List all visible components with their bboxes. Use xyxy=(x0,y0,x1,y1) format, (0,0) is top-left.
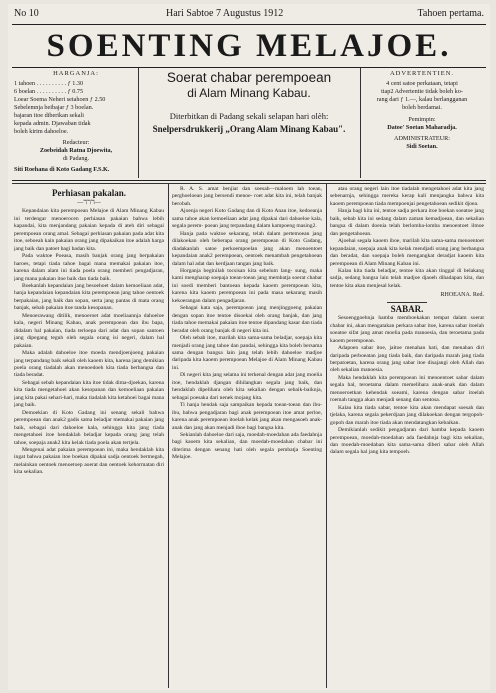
column-divider-2 xyxy=(326,184,327,688)
paragraph: Ti hanja hendak saja sampaikan kepada toean-toean dan ibu-ibu, bahwa pengadjaran bagi anak perempoean itoe amat perloe, karena anak perempoean itoelah kelak jang akan mengasoeh anak-anak dan jang akan menjadi iboe bagi bangsa kita. xyxy=(172,402,322,431)
top-line xyxy=(14,8,484,22)
subtitle-region: di Alam Minang Kabau. xyxy=(187,86,311,100)
subtitle: Soerat chabar perempoean xyxy=(166,70,332,85)
paragraph: Pada waktoe Poeasa, masih banjak orang jang berpakaian haroes, tetapi tiada tahoe bagai mana memakai pakaian itoe, karena dalam alam ini tiada poela orang memberi pengadjaran, jang mana pakaian itoe baik dan tiada baik. xyxy=(14,253,164,282)
paragraph: Maka hendaklah kita perempoean ini menoentoet sabar dalam segala hal, teroetama dalam memelihara anak-anak dan dalam menoeroetkan kehendak soeami, karena dengan sabar itoelah roemah tangga akan menjadi senang dan sentosa. xyxy=(330,374,484,404)
section-separator xyxy=(387,302,427,303)
sabar-title: SABAR. xyxy=(390,303,424,314)
paragraph: Mengenai adat pakaian perempoean ini, maka hendaklah kita ingat bahwa pakaian itoe boekan dipakai sadja oentoek bermegah, melainkan oentoek menoetoep aoerat dan oentoek kehormatan diri kita sekalian. xyxy=(14,446,164,476)
paragraph: Ajoenja negeri Koto Gadang dan di Koto Anau itoe, kedoeanja sama tahoe akan kemoeliaan adat jang dipakai dari dahoeloe kala, segala perem- poean jang terpandang dalam kampoeng masing2. xyxy=(172,208,322,230)
ad-line: tiap2 Advertentie tidak boleh ko- xyxy=(381,88,463,95)
paragraph: Demoekian di Koto Gadang ini senang sekali bahwa perempoean dan anak2 gadis sama beladjar memakai pakaian jang baik, sebagai dari dahoeloe kala, sehingga kita jang tiada mengetahoei itoe hendaklah beladjar kepada orang jang telah tahoe, soepaja anak2 kita kelak tiada poela akan tertjela. xyxy=(14,409,164,446)
editor-name: Siti Roehana di Koto Gadang F.S.K. xyxy=(14,166,110,173)
paragraph: Sekianlah dahoeloe dari saja, moedah-moedahan ada faedahnja bagi kaoem kita sekalian, dan moedah-moedahan chabar ini diterima dengan senang hati oleh segala pembatja Soenting Melajoe. xyxy=(172,431,322,461)
redaction-city: di Padang. xyxy=(62,155,90,162)
ad-line: 4 cent satoe perkataan, tetapi xyxy=(386,80,458,87)
masthead-title: SOENTING MELAJOE. xyxy=(46,28,452,64)
leader-label: Pemimpin: xyxy=(408,116,436,123)
paragraph: Sesoenggoehnja hamba memboekakan tempat dalam soerat chabar ini, akan mengatakan perkara sabar itoe, karena sabar itoelah soeatoe sifat jang amat moelia pada manoesia, dan teroetama pada kaoem perempoean. xyxy=(330,315,484,344)
ad-line: boleh berdamai. xyxy=(402,104,442,111)
paragraph: Demikianlah sedikit pengadjaran dari hamba kepada kaoem perempoean, moedah-moedahan ada faedahnja bagi kita sekalian, dan moedah-moedahan kita sama-sama diberi sabar oleh Allah dalam segala hal jang kita tempoeh. xyxy=(330,427,484,456)
column-1 xyxy=(14,186,164,686)
paragraph: Menoerawang ditilik, menoeroet adat moeliaannja dahoeloe kala, negeri Minang Kabau, anak perempoean dan ibu bapa, didalam hal pakaian, tiada terloepa dari adat dan sopan santoen jang dipegang teguh oleh segala orang isi negeri, dalam hal pakaian. xyxy=(14,312,164,349)
printer-name: Snelpersdrukkerij „Orang Alam Minang Kabau". xyxy=(152,124,346,134)
price-line: boleh kirim dahoeloe. xyxy=(14,128,69,135)
admin-name: Sidi Soetan. xyxy=(406,143,438,150)
column-3 xyxy=(330,186,484,686)
paragraph: Kalau kita tiada beladjar, tentoe kita akan tinggal di belakang sadja, sedang bangsa lain telah madjoe djaoeh dihadapan kita, dan tentoe kita akan menjesal kelak. xyxy=(330,267,484,289)
leader-name: Datoe' Soetan Maharadja. xyxy=(387,124,457,131)
top-rule xyxy=(12,24,486,25)
price-heading: HARGANJA: xyxy=(53,70,99,77)
article-ornament: —ℸℸℸ— xyxy=(77,200,101,206)
paragraph: Sebagai sebab kepandaian kita itoe tidak dima-djoekan, karena kita tiada mengetahoei akan kesopanan dan kemoeliaan pakaian jang kita pakai sehari-hari, maka tiadalah kita ketahoei bagai mana jang baik. xyxy=(14,379,164,409)
paragraph: Kalau kita tiada sabar, tentoe kita akan mendapat soesah dan tjelaka, karena segala pekerdjaan jang dilakoekan dengan tergopoh-gopoh dan marah itoe tiada akan mendatangkan kebaikan. xyxy=(330,404,484,426)
newspaper-page xyxy=(8,4,490,690)
admin-label: ADMINISTRATEUR: xyxy=(393,135,451,142)
price-line: kepada admin. Djawaban tidak xyxy=(14,120,91,127)
article-title: Perhiasan pakalan. xyxy=(51,188,127,198)
issue-date: Hari Sabtoe 7 Augustus 1912 xyxy=(166,8,284,19)
masthead-rule xyxy=(12,67,486,68)
publication-note: Diterbitkan di Padang sekali selapan hari olèh: xyxy=(169,111,329,121)
paragraph: Horganja beginilah tocsisan kita sebelum lang- sung, maka kami mengharap soepaja toean-toean jang membatja soerat chabar ini soedi memberi bantoean kepada kaoem perempoean kita, karena kita kaoem perempoean ini pada masa sekarang masih kekoerangan dalam pengadjaran. xyxy=(172,267,322,304)
paragraph: Hanja pada waktoe sekarang, telah dalam pertemoean jang dilakoekan oleh beberapa orang perempoean di Koto Gadang, diadakanlah satoe perkoempoelan jang akan menoentoet kepandaian anak2 perempoean, oentoek menambah pengetahoean dalam hal adat dan kerdjaan tangan jang baik. xyxy=(172,230,322,267)
price-line: bajaran itoe diberikan sekali xyxy=(14,112,84,119)
paragraph: Kepandaian kita perempoean Melajoe di Alam Minang Kabau ini terdengar menoerocen perhiasan pakaian bahwa lebih kapandai, kita menjandang pakaian kepada di ateh diri sebagai perempoean orang amal. Sebagai perhiasan pakaian pada adat kita itoe, seboeah kain pakaian orang jang dipakaikan itoe adalah harga jang baik dan patoet bagi badan kita. xyxy=(14,208,164,252)
advertisement-box xyxy=(360,70,484,151)
paragraph: Di negeri kita jang selama ini terkenal dengan adat jang moelia itoe, hendaklah djangan dihilangkan segala jang baik, dan hendaklah dipelihara oleh kita sekalian dengan sebaik-baiknja, sebagai poesaka dari nenek mojang kita. xyxy=(172,372,322,401)
article-signature: RHOEANA. Red. xyxy=(440,292,484,299)
header-divider-left xyxy=(138,68,139,178)
price-line: 1 tahoen . . . . . . . . . . ƒ 1.30 xyxy=(14,80,84,87)
subtitle-block xyxy=(140,70,358,134)
ad-line: rang dari ƒ 1.—, kalau berlangganan xyxy=(376,96,468,103)
price-line: Sebelemnja beibajar ƒ 3 boelan. xyxy=(14,104,94,111)
price-line: Loear Soema Neheri setahoen ƒ 2.50 xyxy=(14,96,106,103)
paragraph: atau orang negeri lain itoe tiadalah mengetahoei adat kita jang sebenarnja, sehingga mereka kerap kali menjangka bahwa kita kaoem perempoean tiada mempoenjai pengetahoean sedikit djoea. xyxy=(330,186,484,207)
paragraph: Adapoen sabar itoe, jaitoe menahan hati, dan menahan diri daripada perboeatan jang tiada baik, dan daripada marah jang tiada berpatoetan, karena orang jang sabar itoe disajangi oleh Allah dan oleh sekalian manoesia. xyxy=(330,345,484,374)
header-bottom-rule xyxy=(12,180,486,181)
price-line: 6 boelan . . . . . . . . . . ƒ 0.75 xyxy=(14,88,84,95)
ad-heading: ADVERTENTIEN. xyxy=(389,70,455,77)
redaction-name: Zoebeidah Ratna Djoewita, xyxy=(39,147,113,154)
paragraph: Ajoehai segala kaoem iboe, marilah kita sama-sama menoentoet kepandaian, soepaja anak kita kelak mendjadi orang jang berbangsa dan beradat, dan soepaja boleh mengangkat deradjat kaoem kita perempoean di Alam Minang Kabau ini. xyxy=(330,238,484,267)
publication-year: Tahoen pertama. xyxy=(417,8,484,19)
redaction-label: Redacteur: xyxy=(62,139,90,146)
paragraph: Maka adalah dahoeloe itoe moeda mendjoenjoeng pakaian jang terpandang baik sekali oleh kaoem kita, karena jang demikian poela orang tiadalah akan menoedoeh kita tiada berbangsa dan tiada beradat. xyxy=(14,350,164,379)
column-divider-1 xyxy=(168,184,169,688)
paragraph: Oleh sebab itoe, marilah kita sama-sama beladjar, soepaja kita menjadi orang jang tahoe dan pandai, sehingga kita boleh bersama sama dengan bangsa lain jang telah lebih dahoeloe madjoe daripada kita kaoem perempoean Melajoe di Alam Minang Kabau ini. xyxy=(172,335,322,371)
price-box xyxy=(14,70,138,174)
header-bottom-rule-2 xyxy=(12,183,486,184)
column-2 xyxy=(172,186,322,686)
paragraph: Boekanlah kepandaian jang besoehoet dalam kemoeliaan adat, hanja kepandaian kepandaian kita perempoean jang tahoe oentoek berpakaian, jang baik dan sopan, serta jang pantas di mata orang banjak, sebab pakaian itoe tanda kesopanan. xyxy=(14,282,164,312)
paragraph: Hanja bagi kita ini, tentoe sadja perkara itoe boekan soeatoe jang baik, sebab kita ini sedang dalam zaman kemadjoean, dan sekalian bangsa di dalam doenia telah berlomba-lomba menoentoet ilmoe dan pengetahoean. xyxy=(330,208,484,237)
paragraph: Sebagai kata saja, perempoean jang menjinggoeng pakaian dengan sopan itoe tentoe disoekai oleh orang banjak, dan jang tiada tahoe memakai pakaian itoe tentoe dipandang kasar dan tiada beradat oleh orang banjak di negeri kita ini. xyxy=(172,305,322,334)
paragraph: R. A. S. amat benjiat dan soesah—maloem lah toean, perghoeloean jang bersendi menoe- roet adat kita ini, telah banjak berobah. xyxy=(172,186,322,207)
issue-number: No 10 xyxy=(14,8,39,19)
